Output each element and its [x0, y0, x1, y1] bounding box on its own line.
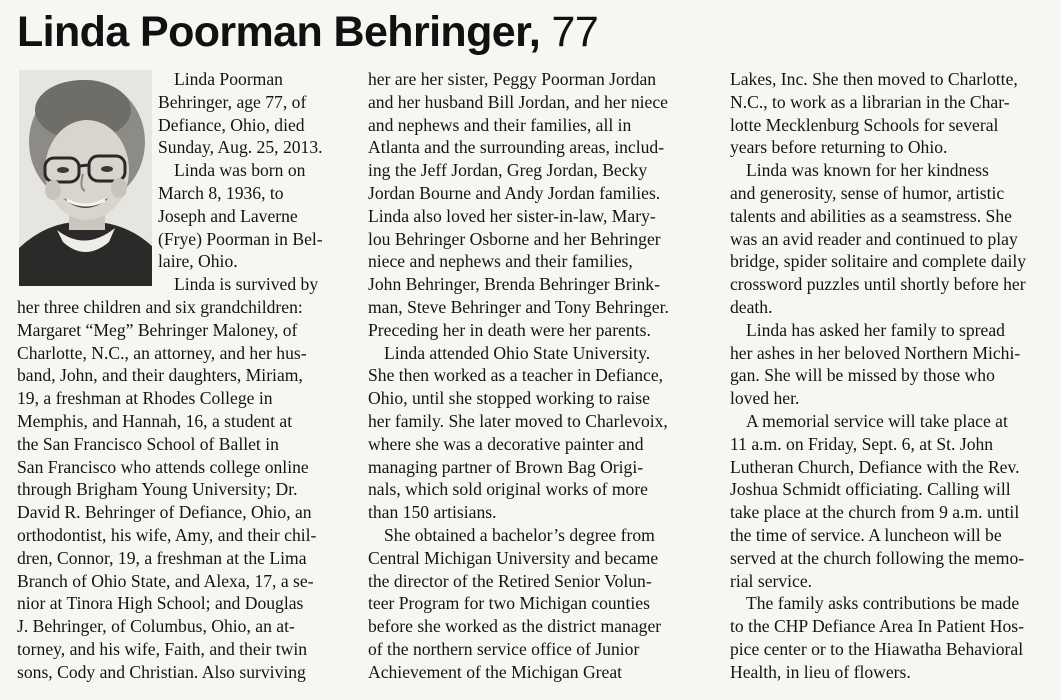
- text-line: her three children and six grandchildren:: [17, 296, 303, 317]
- text-line: Memphis, and Hannah, 16, a student at: [17, 410, 293, 431]
- headline-name: Linda Poorman Behringer,: [17, 8, 541, 56]
- text-line: Lakes, Inc. She then moved to Charlotte,: [730, 69, 1018, 89]
- text-line: Joshua Schmidt officiating. Calling will: [730, 479, 1011, 500]
- text-line: Linda was known for her kindness: [746, 160, 989, 181]
- obituary-column-2: [368, 68, 710, 684]
- text-line: take place at the church from 9 a.m. until: [730, 502, 1020, 523]
- text-line: her ashes in her beloved Northern Michi-: [730, 342, 1021, 363]
- text-line: than 150 artisians.: [368, 502, 497, 523]
- text-line: rial service.: [730, 570, 813, 591]
- text-line: Central Michigan University and became: [368, 547, 659, 568]
- text-line: Jordan Bourne and Andy Jordan families.: [368, 182, 661, 203]
- text-line: Branch of Ohio State, and Alexa, 17, a se-: [17, 570, 314, 591]
- text-line: (Frye) Poorman in Bel-: [158, 228, 323, 249]
- text-line: and nephews and their families, all in: [368, 114, 632, 135]
- text-line: 19, a freshman at Rhodes College in: [17, 388, 273, 409]
- text-line: teer Program for two Michigan counties: [368, 593, 650, 614]
- text-line: was an avid reader and continued to play: [730, 228, 1018, 249]
- text-line: Sunday, Aug. 25, 2013.: [158, 137, 323, 158]
- text-line: through Brigham Young University; Dr.: [17, 479, 298, 500]
- text-line: before she worked as the district manager: [368, 616, 662, 637]
- text-line: gan. She will be missed by those who: [730, 365, 995, 386]
- text-line: lotte Mecklenburg Schools for several: [730, 114, 999, 135]
- text-line: man, Steve Behringer and Tony Behringer.: [368, 296, 669, 317]
- obituary-headline: [17, 2, 598, 62]
- text-line: her are her sister, Peggy Poorman Jordan: [368, 69, 657, 89]
- text-line: Charlotte, N.C., an attorney, and her hus-: [17, 342, 307, 363]
- text-line: Defiance, Ohio, died: [158, 114, 305, 135]
- text-line: torney, and his wife, Faith, and their twin: [17, 638, 308, 659]
- headline-age: 77: [551, 8, 599, 56]
- text-line: the director of the Retired Senior Volun-: [368, 570, 652, 591]
- text-line: Ohio, until she stopped working to raise: [368, 388, 650, 409]
- text-line: March 8, 1936, to: [158, 182, 284, 203]
- text-line: A memorial service will take place at: [746, 410, 1008, 431]
- text-line: and generosity, sense of humor, artistic: [730, 182, 1005, 203]
- text-line: Atlanta and the surrounding areas, includ-: [368, 137, 665, 158]
- text-line: pice center or to the Hiawatha Behavioral: [730, 638, 1024, 659]
- text-line: crossword puzzles until shortly before her: [730, 274, 1026, 295]
- text-line: The family asks contributions be made: [746, 593, 1020, 614]
- text-line: Margaret “Meg” Behringer Maloney, of: [17, 319, 298, 340]
- text-line: lou Behringer Osborne and her Behringer: [368, 228, 661, 249]
- text-line: Linda Poorman: [174, 69, 283, 89]
- text-line: Linda was born on: [174, 160, 306, 181]
- text-line: Linda also loved her sister-in-law, Mary-: [368, 205, 656, 226]
- text-line: nals, which sold original works of more: [368, 479, 648, 500]
- text-line: band, John, and their daughters, Miriam,: [17, 365, 303, 386]
- text-line: to the CHP Defiance Area In Patient Hos-: [730, 616, 1024, 637]
- text-line: ing the Jeff Jordan, Greg Jordan, Becky: [368, 160, 648, 181]
- text-line: 11 a.m. on Friday, Sept. 6, at St. John: [730, 433, 994, 454]
- text-line: loved her.: [730, 388, 800, 409]
- text-line: the time of service. A luncheon will be: [730, 524, 1002, 545]
- text-line: N.C., to work as a librarian in the Char-: [730, 91, 1010, 112]
- text-line: the San Francisco School of Ballet in: [17, 433, 279, 454]
- text-line: talents and abilities as a seamstress. She: [730, 205, 1012, 226]
- obituary-column-1: [17, 68, 351, 684]
- text-line: Linda is survived by: [174, 274, 319, 295]
- text-line: She obtained a bachelor’s degree from: [384, 524, 655, 545]
- text-line: Preceding her in death were her parents.: [368, 319, 651, 340]
- text-line: of the northern service office of Junior: [368, 638, 640, 659]
- text-line: where she was a decorative painter and: [368, 433, 644, 454]
- text-line: San Francisco who attends college online: [17, 456, 309, 477]
- text-line: David R. Behringer of Defiance, Ohio, an: [17, 502, 312, 523]
- text-line: years before returning to Ohio.: [730, 137, 948, 158]
- text-line: She then worked as a teacher in Defiance,: [368, 365, 664, 386]
- text-line: and her husband Bill Jordan, and her niece: [368, 91, 668, 112]
- text-line: dren, Connor, 19, a freshman at the Lima: [17, 547, 307, 568]
- text-line: her family. She later moved to Charlevoix,: [368, 410, 668, 431]
- text-line: served at the church following the memo-: [730, 547, 1025, 568]
- text-line: Health, in lieu of flowers.: [730, 661, 911, 682]
- text-line: Behringer, age 77, of: [158, 91, 307, 112]
- text-line: Linda has asked her family to spread: [746, 319, 1005, 340]
- text-line: laire, Ohio.: [158, 251, 238, 272]
- text-line: nior at Tinora High School; and Douglas: [17, 593, 304, 614]
- obituary-column-3: [730, 68, 1061, 684]
- text-line: niece and nephews and their families,: [368, 251, 633, 272]
- text-line: Joseph and Laverne: [158, 205, 298, 226]
- text-line: Lutheran Church, Defiance with the Rev.: [730, 456, 1020, 477]
- text-line: J. Behringer, of Columbus, Ohio, an at-: [17, 616, 295, 637]
- text-line: death.: [730, 296, 773, 317]
- text-line: managing partner of Brown Bag Origi-: [368, 456, 644, 477]
- text-line: orthodontist, his wife, Amy, and their chil-: [17, 524, 317, 545]
- text-line: Achievement of the Michigan Great: [368, 661, 623, 682]
- text-line: sons, Cody and Christian. Also surviving: [17, 661, 306, 682]
- text-line: bridge, spider solitaire and complete daily: [730, 251, 1027, 272]
- text-line: John Behringer, Brenda Behringer Brink-: [368, 274, 660, 295]
- text-line: Linda attended Ohio State University.: [384, 342, 651, 363]
